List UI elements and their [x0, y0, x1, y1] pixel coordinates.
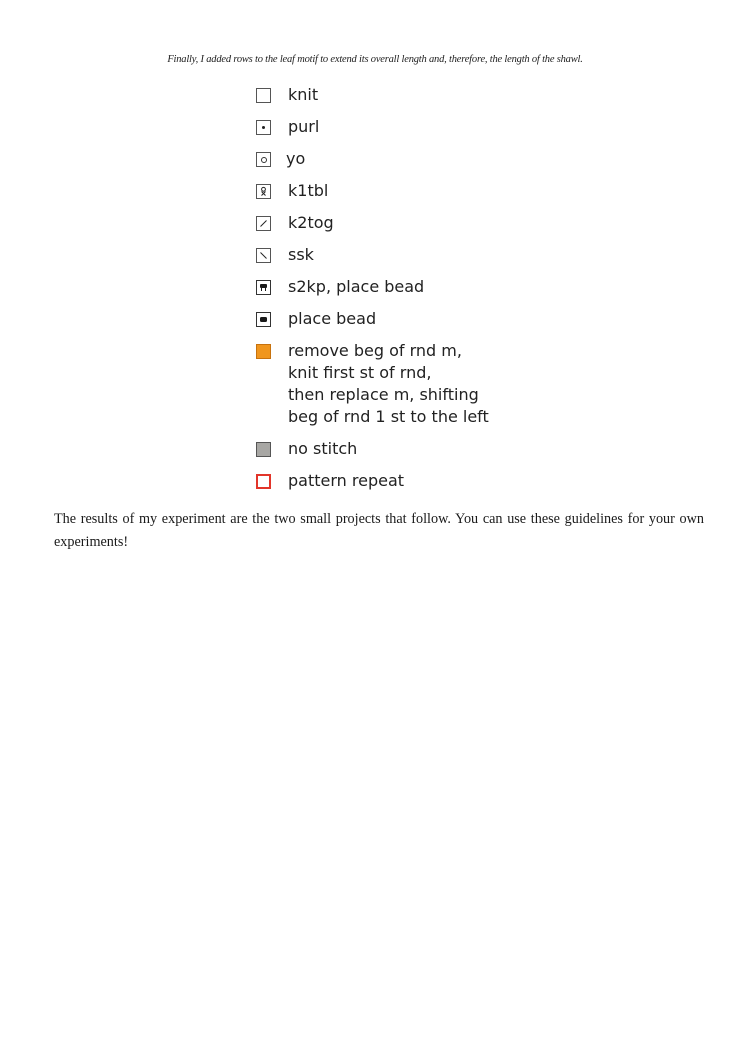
legend-label: knit [288, 85, 319, 104]
legend-label: yo [286, 149, 306, 168]
legend-item-k2tog [256, 212, 556, 234]
legend-label: pattern repeat [288, 471, 405, 490]
dot-square-icon [256, 120, 271, 135]
legend-label: k1tbl [288, 181, 329, 200]
legend-item-no-stitch [256, 438, 556, 460]
legend-label: ssk [288, 245, 314, 264]
legend-item-purl [256, 116, 556, 138]
left-slant-icon [256, 248, 271, 263]
stitch-legend [256, 84, 556, 502]
gray-square-icon [256, 442, 271, 457]
twisted-stitch-icon [256, 184, 271, 199]
legend-item-ssk [256, 244, 556, 266]
legend-item-pattern-repeat [256, 470, 556, 492]
orange-square-icon [256, 344, 271, 359]
blank-square-icon [256, 88, 271, 103]
right-slant-icon [256, 216, 271, 231]
figure-caption: Finally, I added rows to the leaf motif to extend its overall length and, therefore, the length of the shawl. [167, 54, 583, 65]
legend-item-knit [256, 84, 556, 106]
legend-label: k2tog [288, 213, 334, 232]
legend-item-place-bead [256, 308, 556, 330]
legend-item-k1tbl [256, 180, 556, 202]
legend-label: s2kp, place bead [288, 277, 425, 296]
legend-label: place bead [288, 309, 377, 328]
legend-item-s2kp-bead [256, 276, 556, 298]
circle-square-icon [256, 152, 271, 167]
legend-item-yo [256, 148, 556, 170]
legend-label: remove beg of rnd m, knit first st of rnd, then replace m, shifting beg of rnd 1 st to the left [288, 341, 489, 426]
legend-label: no stitch [288, 439, 358, 458]
legend-label: purl [288, 117, 320, 136]
body-paragraph: The results of my experiment are the two small projects that follow. You can use these guidelines for your own experiments! [54, 511, 704, 551]
bead-icon [256, 312, 271, 327]
red-outline-square-icon [256, 474, 271, 489]
legend-item-shift-marker [256, 340, 556, 428]
s2kp-bead-icon [256, 280, 271, 295]
